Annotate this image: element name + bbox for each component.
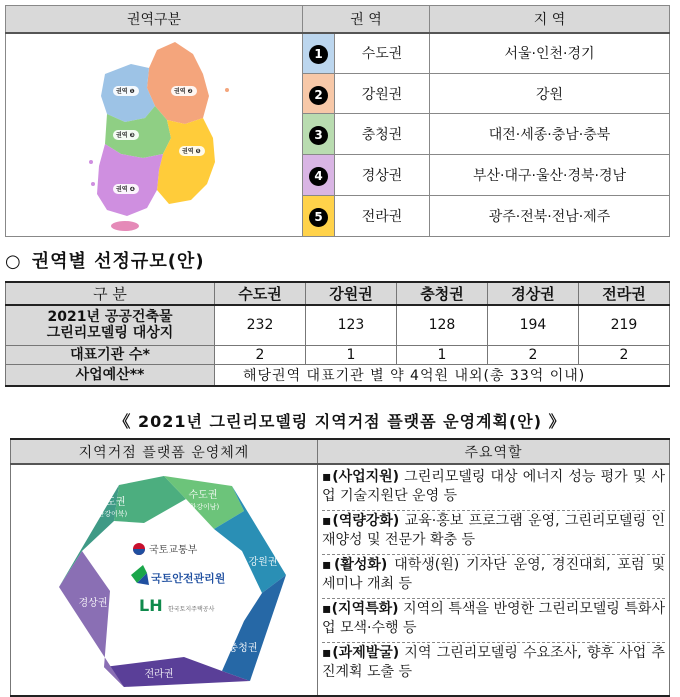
- section-title-text: 권역별 선정규모(안): [31, 251, 205, 272]
- map-label-1: 권역 ❶: [115, 87, 135, 95]
- scale-row1-label: 2021년 공공건축물 그린리모델링 대상지: [6, 305, 215, 345]
- segment-sub-2: (한강이남): [186, 503, 220, 511]
- scale-header-region-1: 수도권: [215, 282, 306, 305]
- scale-header-region-5: 전라권: [578, 282, 669, 305]
- section-bullet: ○: [5, 251, 22, 272]
- region-name-1: 수도권: [335, 33, 430, 74]
- org-lh: 한국토지주택공사: [168, 606, 215, 613]
- header-area: 지 역: [430, 6, 670, 33]
- region-areas-2: 강원: [430, 73, 670, 114]
- scale-row1-value-1: 232: [215, 305, 306, 345]
- scale-row1-value-2: 123: [305, 305, 396, 345]
- korea-map: [6, 33, 303, 237]
- scale-header-region-2: 강원권: [305, 282, 396, 305]
- scale-row3-label: 사업예산**: [6, 364, 215, 386]
- segment-label-2: 수도권: [188, 490, 218, 501]
- org-molit: 국토교통부: [149, 545, 198, 556]
- segment-label-6: 경상권: [78, 598, 108, 609]
- header-region: 권 역: [303, 6, 430, 33]
- scale-header-first: 구 분: [6, 282, 215, 305]
- plan-title: 《 2021년 그린리모델링 지역거점 플랫폼 운영계획(안) 》: [114, 412, 566, 431]
- scale-header-region-4: 경상권: [487, 282, 578, 305]
- lh-logo-icon: LH: [139, 596, 163, 615]
- scale-row1-value-5: 219: [578, 305, 669, 345]
- region-areas-1: 서울·인천·경기: [430, 33, 670, 74]
- role-item-1: ▪(사업지원) 그린리모델링 대상 에너지 성능 평가 및 사업 기술지원단 운영 등: [322, 467, 665, 511]
- segment-label-5: 전라권: [144, 669, 174, 680]
- scale-row2-value-5: 2: [578, 345, 669, 364]
- header-region-class: 권역구분: [6, 6, 303, 33]
- scale-row2-value-1: 2: [215, 345, 306, 364]
- map-label-3: 권역 ❸: [115, 131, 135, 139]
- role-item-2: ▪(역량강화) 교육·홍보 프로그램 운영, 그린리모델링 인재양성 및 전문가 확충 등: [322, 511, 665, 555]
- region-num-2: 2: [303, 73, 335, 114]
- platform-diagram-cell: [11, 464, 318, 696]
- region-name-4: 경상권: [335, 155, 430, 196]
- region-num-3: 3: [303, 114, 335, 155]
- scale-header-region-3: 충청권: [396, 282, 487, 305]
- scale-row2-value-3: 1: [396, 345, 487, 364]
- platform-ring-diagram: [11, 465, 318, 697]
- scale-row2-label: 대표기관 수*: [6, 345, 215, 364]
- region-num-1: 1: [303, 33, 335, 74]
- region-areas-4: 부산·대구·울산·경북·경남: [430, 155, 670, 196]
- region-num-4: 4: [303, 155, 335, 196]
- scale-row3-value: 해당권역 대표기관 별 약 4억원 내외(총 33억 이내): [215, 364, 670, 386]
- section-title: [5, 247, 205, 273]
- map-label-5: 권역 ❺: [181, 147, 201, 155]
- platform-header-system: 지역거점 플랫폼 운영체계: [11, 439, 318, 464]
- korea-map-graphic: [7, 34, 302, 232]
- role-item-5: ▪(과제발굴) 지역 그린리모델링 수요조사, 향후 사업 추진계획 도출 등: [322, 645, 665, 680]
- regions-table: [5, 5, 670, 237]
- scale-row2-value-4: 2: [487, 345, 578, 364]
- roles-list: [318, 464, 670, 696]
- segment-sub-1: (한강이북): [94, 510, 128, 518]
- region-name-2: 강원권: [335, 73, 430, 114]
- segment-label-3: 강원권: [248, 557, 278, 568]
- map-label-2: 권역 ❷: [173, 87, 193, 95]
- region-areas-5: 광주·전북·전남·제주: [430, 195, 670, 236]
- scale-table: [5, 281, 670, 387]
- role-item-4: ▪(지역특화) 지역의 특색을 반영한 그린리모델링 특화사업 모색·수행 등: [322, 599, 665, 643]
- platform-table: [10, 438, 670, 697]
- region-num-5: 5: [303, 195, 335, 236]
- region-name-5: 전라권: [335, 195, 430, 236]
- map-label-4: 권역 ❹: [115, 185, 135, 193]
- region-areas-3: 대전·세종·충남·충북: [430, 114, 670, 155]
- org-kalis: 국토안전관리원: [151, 572, 226, 585]
- scale-row1-value-4: 194: [487, 305, 578, 345]
- scale-row1-value-3: 128: [396, 305, 487, 345]
- scale-row2-value-2: 1: [305, 345, 396, 364]
- role-item-3: ▪(활성화) 대학생(원) 기자단 운영, 경진대회, 포럼 및 세미나 개최 등: [322, 555, 665, 599]
- segment-label-4: 충청권: [228, 643, 258, 654]
- platform-header-roles: 주요역할: [318, 439, 670, 464]
- segment-label-1: 수도권: [96, 497, 126, 508]
- region-name-3: 충청권: [335, 114, 430, 155]
